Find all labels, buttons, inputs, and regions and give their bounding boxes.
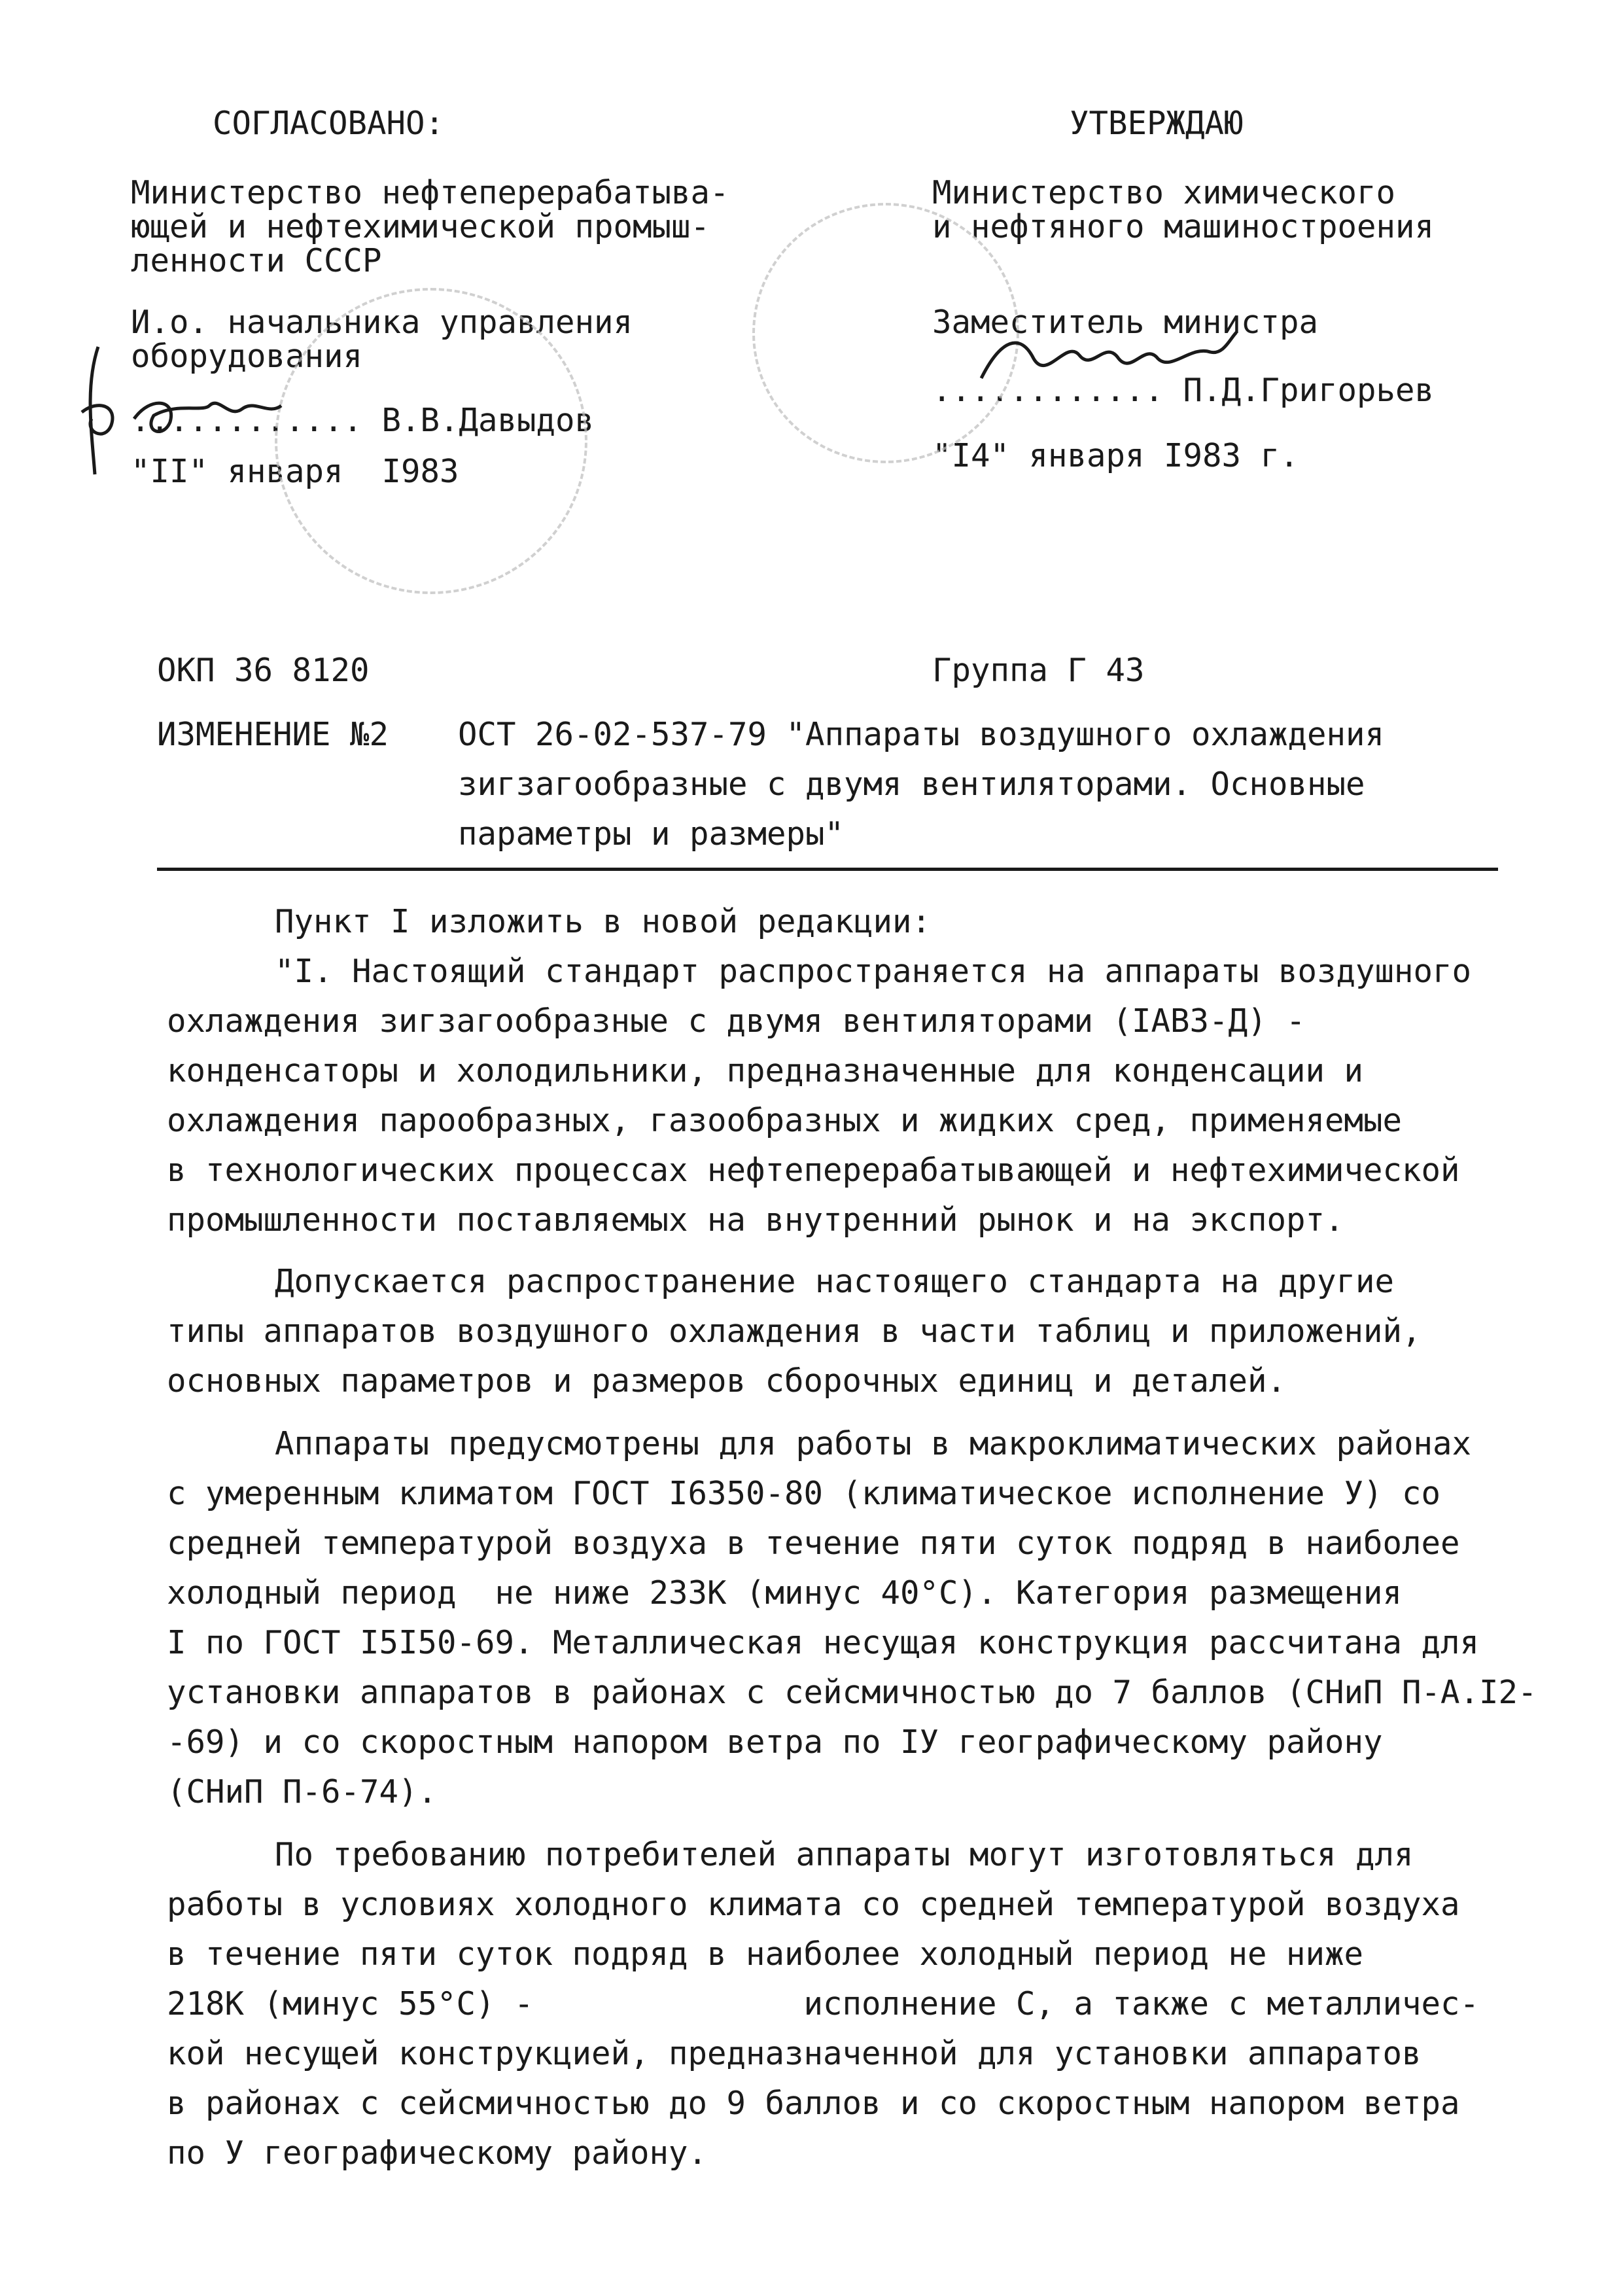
body-line: I по ГОСТ I5I50-69. Металлическая несущая конструкция рассчитана для — [167, 1624, 1480, 1661]
body-line: конденсаторы и холодильники, предназначенные для конденсации и — [167, 1052, 1364, 1089]
body-line: промышленности поставляемых на внутренний рынок и на экспорт. — [167, 1201, 1344, 1239]
body-line: основных параметров и размеров сборочных единиц и деталей. — [167, 1362, 1287, 1400]
right-handwritten-signature — [975, 319, 1249, 398]
body-line: холодный период не ниже 233К (минус 40°С). Категория размещения — [167, 1574, 1403, 1612]
change-label: ИЗМЕНЕНИЕ №2 — [157, 716, 389, 753]
approval-left-position-line-1: И.о. начальника управления — [131, 304, 633, 341]
approval-left-org-line-2: ющей и нефтехимической промыш- — [131, 208, 710, 245]
body-line: Пункт I изложить в новой редакции: — [275, 903, 932, 940]
body-line: установки аппаратов в районах с сейсмичностью до 7 баллов (СНиП П-А.I2- — [167, 1674, 1537, 1711]
okp-code: ОКП 36 8120 — [157, 652, 370, 689]
standard-title-line-2: зигзагообразные с двумя вентиляторами. Основные — [458, 766, 1365, 803]
approval-right-position: Заместитель министра — [932, 304, 1319, 341]
body-line: по У географическому району. — [167, 2134, 708, 2172]
body-line: 218К (минус 55°С) - исполнение С, а также с металличес- — [167, 1985, 1480, 2022]
body-line: работы в условиях холодного климата со средней температурой воздуха — [167, 1886, 1460, 1923]
approval-left-signer: ............ В.В.Давыдов — [131, 402, 595, 439]
body-line: средней температурой воздуха в течение пяти суток подряд в наиболее — [167, 1525, 1460, 1562]
body-line: По требованию потребителей аппараты могут изготовляться для — [275, 1836, 1414, 1873]
left-handwritten-signature — [72, 334, 347, 484]
body-line: в технологических процессах нефтеперерабатывающей и нефтехимической — [167, 1152, 1460, 1189]
standard-title-line-3: параметры и размеры" — [458, 815, 845, 853]
approval-left-heading: СОГЛАСОВАНО: — [213, 105, 445, 142]
approval-right-org-line-1: Министерство химического — [932, 174, 1396, 211]
approval-right-heading: УТВЕРЖДАЮ — [1070, 105, 1244, 142]
approval-left-org-line-3: ленности СССР — [131, 242, 382, 279]
body-line: (СНиП П-6-74). — [167, 1773, 438, 1810]
body-line: в течение пяти суток подряд в наиболее холодный период не ниже — [167, 1935, 1364, 1973]
approval-right-signer: ............ П.Д.Григорьев — [932, 372, 1435, 409]
body-line: кой несущей конструкцией, предназначенной для установки аппаратов — [167, 2035, 1422, 2072]
approval-right-org-line-2: и нефтяного машиностроения — [932, 208, 1435, 245]
group-code: Группа Г 43 — [932, 652, 1145, 689]
standard-title-line-1: ОСТ 26-02-537-79 "Аппараты воздушного охлаждения — [458, 716, 1385, 753]
body-line: Аппараты предусмотрены для работы в макроклиматических районах — [275, 1425, 1472, 1462]
approval-left-org-line-1: Министерство нефтеперерабатыва- — [131, 174, 729, 211]
body-line: с умеренным климатом ГОСТ I6350-80 (климатическое исполнение У) со — [167, 1475, 1441, 1512]
body-line: типы аппаратов воздушного охлаждения в части таблиц и приложений, — [167, 1313, 1422, 1350]
body-line: "I. Настоящий стандарт распространяется на аппараты воздушного — [275, 953, 1472, 990]
body-line: в районах с сейсмичностью до 9 баллов и со скоростным напором ветра — [167, 2085, 1460, 2122]
body-line: охлаждения парообразных, газообразных и жидких сред, применяемые — [167, 1102, 1403, 1139]
body-line: Допускается распространение настоящего стандарта на другие — [275, 1263, 1395, 1300]
body-line: охлаждения зигзагообразные с двумя вентиляторами (IАВЗ-Д) - — [167, 1002, 1306, 1040]
header-divider — [157, 868, 1498, 871]
approval-right-date: "I4" января I983 г. — [932, 437, 1299, 474]
approval-left-position-line-2: оборудования — [131, 338, 363, 375]
body-line: -69) и со скоростным напором ветра по IУ географическому району — [167, 1723, 1383, 1761]
approval-left-date: "II" января I983 — [131, 453, 459, 490]
